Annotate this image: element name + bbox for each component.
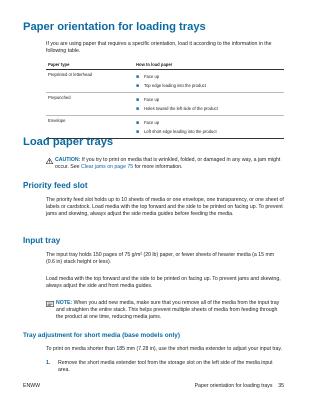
heading-paper-orientation: Paper orientation for loading trays	[23, 21, 206, 33]
list-item-text: Face up	[144, 97, 160, 102]
note-text	[56, 300, 284, 321]
heading-priority-feed-slot: Priority feed slot	[23, 181, 88, 190]
intro-paragraph: If you are using paper that requires a specific orientation, load it according to the information in the following table.	[46, 41, 272, 54]
bullet-icon: ■	[136, 74, 140, 80]
step-item	[46, 360, 284, 374]
list-item-text: Left short edge leading into the product	[144, 129, 217, 134]
warning-triangle-icon	[46, 158, 53, 164]
list-item-text: Top edge leading into the product	[144, 83, 206, 88]
step-number: 1.	[46, 360, 51, 366]
caution-label: CAUTION:	[55, 157, 81, 163]
bullet-icon: ■	[136, 120, 140, 126]
clear-jams-link[interactable]: Clear jams on page 75	[80, 164, 134, 170]
table-header-paper-type: Paper type	[46, 60, 134, 70]
caution-body: If you try to print on media that is wrinkled, folded, or damaged in any way, a jam might occur. See	[55, 157, 281, 170]
table-row	[46, 93, 284, 116]
caution-text	[55, 157, 284, 171]
note-block	[46, 300, 284, 321]
footer-brand: ENWW	[23, 383, 40, 389]
list-item	[136, 104, 282, 113]
list-item	[136, 95, 282, 104]
footer-chapter	[195, 383, 284, 389]
caution-tail: for more information.	[134, 164, 183, 170]
list-item	[136, 81, 282, 90]
input-tray-paragraph-2: Load media with the top forward and the side to be printed on facing up. To prevent jams and skewing, always adjust the side and front media guides.	[46, 276, 281, 289]
list-item	[136, 118, 282, 127]
table-cell-instructions	[134, 93, 284, 116]
table-cell-instructions	[134, 116, 284, 139]
table-header-row	[46, 60, 284, 70]
footer-chapter-title: Paper orientation for loading trays	[194, 383, 273, 389]
page-number: 35	[278, 383, 284, 389]
bullet-icon: ■	[136, 97, 140, 103]
caution-block	[46, 157, 284, 171]
priority-feed-paragraph: The priority feed slot holds up to 10 sheets of media or one envelope, one transparency, or one sheet of labels or cardstock. Load media with the top forward and the side to be printed on facing up. To prevent jams and skewing, always adjust the side media guides before feeding the media.	[46, 197, 284, 217]
note-body: When you add new media, make sure that you remove all of the media from the input tray and straighten the entire stack. This helps prevent multiple sheets of media from feeding through the product at one time, reducing media jams.	[56, 300, 280, 320]
heading-tray-adjustment: Tray adjustment for short media (base models only)	[23, 332, 180, 339]
table-cell-paper-type: Envelope	[46, 116, 134, 139]
list-item-text: Holes toward the left side of the product	[144, 106, 218, 111]
input-tray-paragraph-1: The input tray holds 150 pages of 75 g/m² (20 lb) paper, or fewer sheets of heavier media (a 15 mm (0.6 in) stack height or less).	[46, 252, 275, 265]
note-icon	[46, 301, 54, 307]
short-media-paragraph: To print on media shorter than 185 mm (7.28 in), use the short media extender to adjust your input tray.	[46, 346, 283, 352]
list-item	[136, 127, 282, 136]
table-cell-paper-type: Prepunched	[46, 93, 134, 116]
bullet-icon: ■	[136, 129, 140, 135]
table-header-how-to-load: How to load paper	[134, 60, 284, 70]
table-row	[46, 70, 284, 93]
step-text: Remove the short media extender tool from the storage slot on the left side of the media input area.	[58, 360, 273, 373]
table-cell-paper-type: Preprinted or letterhead	[46, 70, 134, 93]
list-item-text: Face up	[144, 74, 160, 79]
bullet-icon: ■	[136, 106, 140, 112]
list-item-text: Face up	[144, 120, 160, 125]
heading-load-paper-trays: Load paper trays	[23, 136, 114, 148]
bullet-icon: ■	[136, 83, 140, 89]
list-item	[136, 72, 282, 81]
orientation-table	[46, 60, 284, 139]
note-label: NOTE:	[56, 300, 73, 306]
table-cell-instructions	[134, 70, 284, 93]
heading-input-tray: Input tray	[23, 236, 61, 245]
